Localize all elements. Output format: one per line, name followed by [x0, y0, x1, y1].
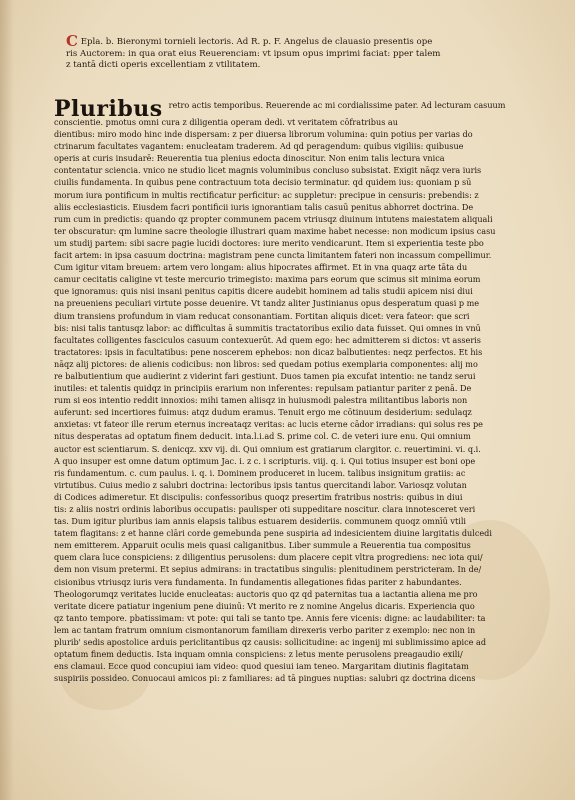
text-line: rum si eos intentio reddit innoxios: mihi tamen aliisqz in huiusmodi palestra militantibus laboris non [54, 395, 468, 406]
text-line: conscientie. pmotus omni cura z diligentia operam dedi. vt veritatem cōfratribus au [54, 117, 398, 127]
text-line: lem ac tantam fratrum omnium cismontanorum familiam direxeris verbo pariter z exemplo: nec non in [54, 624, 476, 635]
text-line: qz tanto tempore. pbatissimam: vt pote: qui tali se tanto tpe. Annis fere vicenis: digne: ac laudabiliter: ta [54, 612, 486, 623]
text-line: aliis ecclesiasticis. Eiusdem facri pontificii iuris ignorantiam talis casuū penitus abhorret doctrina. De [54, 201, 474, 212]
text-line: optatum finem deductis. Ista inquam omnia conspiciens: z letus mente perusolens preagaudio exili/ [54, 649, 463, 660]
text-line: que ignoramus: quis nisi insani penitus capitis dicere audebit hominem ad talis studii apicem nisi diui [54, 286, 473, 297]
text-line: bis: nisi talis tantusqz labor: ac difficultas ā summitis tractatoribus exilio data fuisset. Qui omnes in vnū [54, 322, 481, 333]
text-line: Cum igitur vitam breuem: artem vero longam: alius hipocrates affirmet. Et in vna quaqz arte tāta du [54, 262, 468, 273]
text-line: nitus desperatas ad optatum finem deducit. inta.l.i.ad S. prime col. C. de veteri iure enu. Qui omnium [54, 431, 471, 442]
body-lines [54, 116, 524, 684]
text-line: camur cecitatis caligine vt teste mercurio trimegisto: maxima pars eorum que scimus sit minima eorum [54, 274, 481, 285]
text-line: morum iura pontificum in multis rectificatur perficitur: ac suppletur: precipue in censuris: prebendis: z [54, 189, 479, 200]
text-line: ris fundamentum. c. cum paulus. i. q. i. Dominem produceret in lucem. talibus insignitum gratiis: ac [54, 467, 466, 478]
text-line: quem clara luce conspiciens: z diligentius perusolens: dum placere cepit vltra progrediens: nec iota qui/ [54, 552, 483, 563]
text-line: dientibus: miro modo hinc inde dispersam: z per diuersa librorum volumina: quin potius per varias do [54, 129, 473, 140]
text-line: dem non visum pretermi. Et sepius admirans: in tractatibus singulis: plenitudinem perstricteram. In de/ [54, 564, 482, 575]
opening-line-text: retro actis temporibus. Reuerende ac mi cordialissime pater. Ad lecturam casuum [168, 100, 506, 110]
text-line: ens clamaui. Ecce quod concupiui iam video: quod quesiui iam teneo. Margaritam diutinis flagitatam [54, 661, 469, 672]
rubric-heading [66, 32, 526, 72]
rubric-line [66, 32, 526, 50]
text-line: virtutibus. Cuius medio z salubri doctrina: lectoribus ipsis tantus quercitandi labor. Variosqz volutan [54, 479, 467, 490]
text-line: tatem flagitans: z et hanne clāri corde gemebunda pene suspiria ad indesicientem diuine largitatis dulcedi [54, 528, 492, 539]
text-line: tractatores: ipsis in facultatibus: pene noscerem ephebos: non dicaz balbutientes: neqz perfectos. Et his [54, 346, 483, 357]
text-line: ter obscuratur: qm lumine sacre theologie illustrari quam maxime habet necesse: non modicum ipsius casu [54, 225, 496, 236]
text-line: ctrinarum facultates vagantem: enucleatam traderem. Ad qd peragendum: quibus vigiliis: quibusue [54, 141, 464, 152]
text-line: facit artem: in ipsa casuum doctrina: magistram pene cuncta limitantem fateri non incassum compellimur. [54, 250, 492, 261]
text-line: nem emitterem. Apparuit oculis meis quasi caliganitbus. Liber summule a Reuerentia tua compositus [54, 540, 471, 551]
text-line: cisionibus vtriusqz iuris vera fundamenta. In fundamentis allegationes fidas pariter z habundantes. [54, 576, 462, 587]
text-line: inutiles: et talentis quidqz in principiis erarium non inferentes: repulsam patiantur pariter z penā. De [54, 383, 472, 394]
text-line: facultates colligentes fasciculos casuum contexuerūt. Ad quem ego: hec admitterem si dictos: vt asseris [54, 334, 481, 345]
opening-line [54, 94, 524, 116]
text-line: nāqz alij pictores: de alienis codicibus: non libros: sed quedam potius exemplaria componentes: alij mo [54, 358, 478, 369]
rubric-line: ris Auctorem: in qua orat eius Reuerenciam: vt ipsum opus imprimi faciat: pper talem [66, 48, 441, 59]
text-line: plurib' sedis apostolice arduis periclitantibus qz causis: sollicitudine: ac ingenij mi sublimissimo apice ad [54, 637, 487, 648]
text-line: auctor est scientiarum. S. denicqz. xxv vij. di. Qui omnium est gratiarum clargitor. c. reuertimini. vi. q.i. [54, 443, 481, 454]
text-line: auferunt: sed incertiores fuimus: atqz dudum eramus. Tenuit ergo me cōtinuum desiderium: sedulaqz [54, 407, 472, 418]
text-line: anxietas: vt fateor ille rerum eternus increataqz veritas: ac lucis eterne cādor irradians: qui solus res pe [54, 419, 483, 430]
text-line: contentatur sciencia. vnico ne studio licet magnis voluminibus concluso subsistat. Exigit nāqz vera iuris [54, 165, 482, 176]
text-line: ciuilis fundamenta. In quibus pene contractuum tota decisio terminatur. qd quidem ius: quoniam p sū [54, 177, 472, 188]
text-line: um studij partem: sibi sacre pagie lucidi doctores: iure merito vendicarunt. Item si experientia teste pbo [54, 237, 484, 248]
text-line: di Codices adimeretur. Et discipulis: confessoribus quoqz presertim fratribus nostris: quibus in diui [54, 491, 463, 502]
text-line: na preueniens peculiari virtute posse deuenire. Vt tandz aliter Justinianus opus desperatum quasi p me [54, 298, 480, 309]
text-line: rum cum in predictis: quando qz propter communem pacem vtriusqz diuinum intutens maiestatem aliquali [54, 213, 493, 224]
rubric-line: z tantā dicti operis excellentiam z vtilitatem. [66, 60, 261, 70]
letter-body [54, 94, 524, 684]
red-initial-letter: C [66, 32, 78, 50]
text-line: tis: z aliis nostri ordinis laboribus occupatis: paulisper oti suppeditare noscitur. clara innotesceret veri [54, 504, 476, 514]
incipit-word: Pluribus [54, 96, 163, 116]
text-line: A quo insuper est omne datum optimum Jac. i. z c. i scripturis. viij. q. i. Qui totius insuper est boni ope [54, 455, 476, 466]
text-line: veritate dicere patiatur ingenium pene diuinū: Vt merito re z nomine Angelus dicaris. Experiencia quo [54, 600, 475, 611]
text-line: dium transiens profundum in viam reducat consonantiam. Fortitan aliquis dicet: vera fateor: que scri [54, 310, 470, 321]
text-line: re balbutientium que audierint z viderint fari gestiunt. Duos tamen pia excufat intentio: ne tandz serui [54, 370, 476, 381]
text-line: tas. Dum igitur pluribus iam annis elapsis talibus estuarem desideriis. communem quoqz omnīū vtili [54, 516, 467, 527]
text-line: suspiriis possideo. Conuocaui amicos pi: z familiares: ad tā pingues nuptias: salubri qz doctrina dicens [54, 673, 476, 684]
text-line: operis at curis insudarē: Reuerentia tua plenius edocta dinoscitur. Non enim talis lectura vnica [54, 153, 445, 164]
page-edge-shadow [0, 0, 14, 800]
rubric-text: Epla. b. Bieronymi tornieli lectoris. Ad R. p. F. Angelus de clauasio presentis ope [80, 37, 433, 47]
text-line: Theologorumqz veritates lucide enucleatas: auctoris quo qz qd paternitas tua a iactantia aliena me pro [54, 588, 478, 599]
